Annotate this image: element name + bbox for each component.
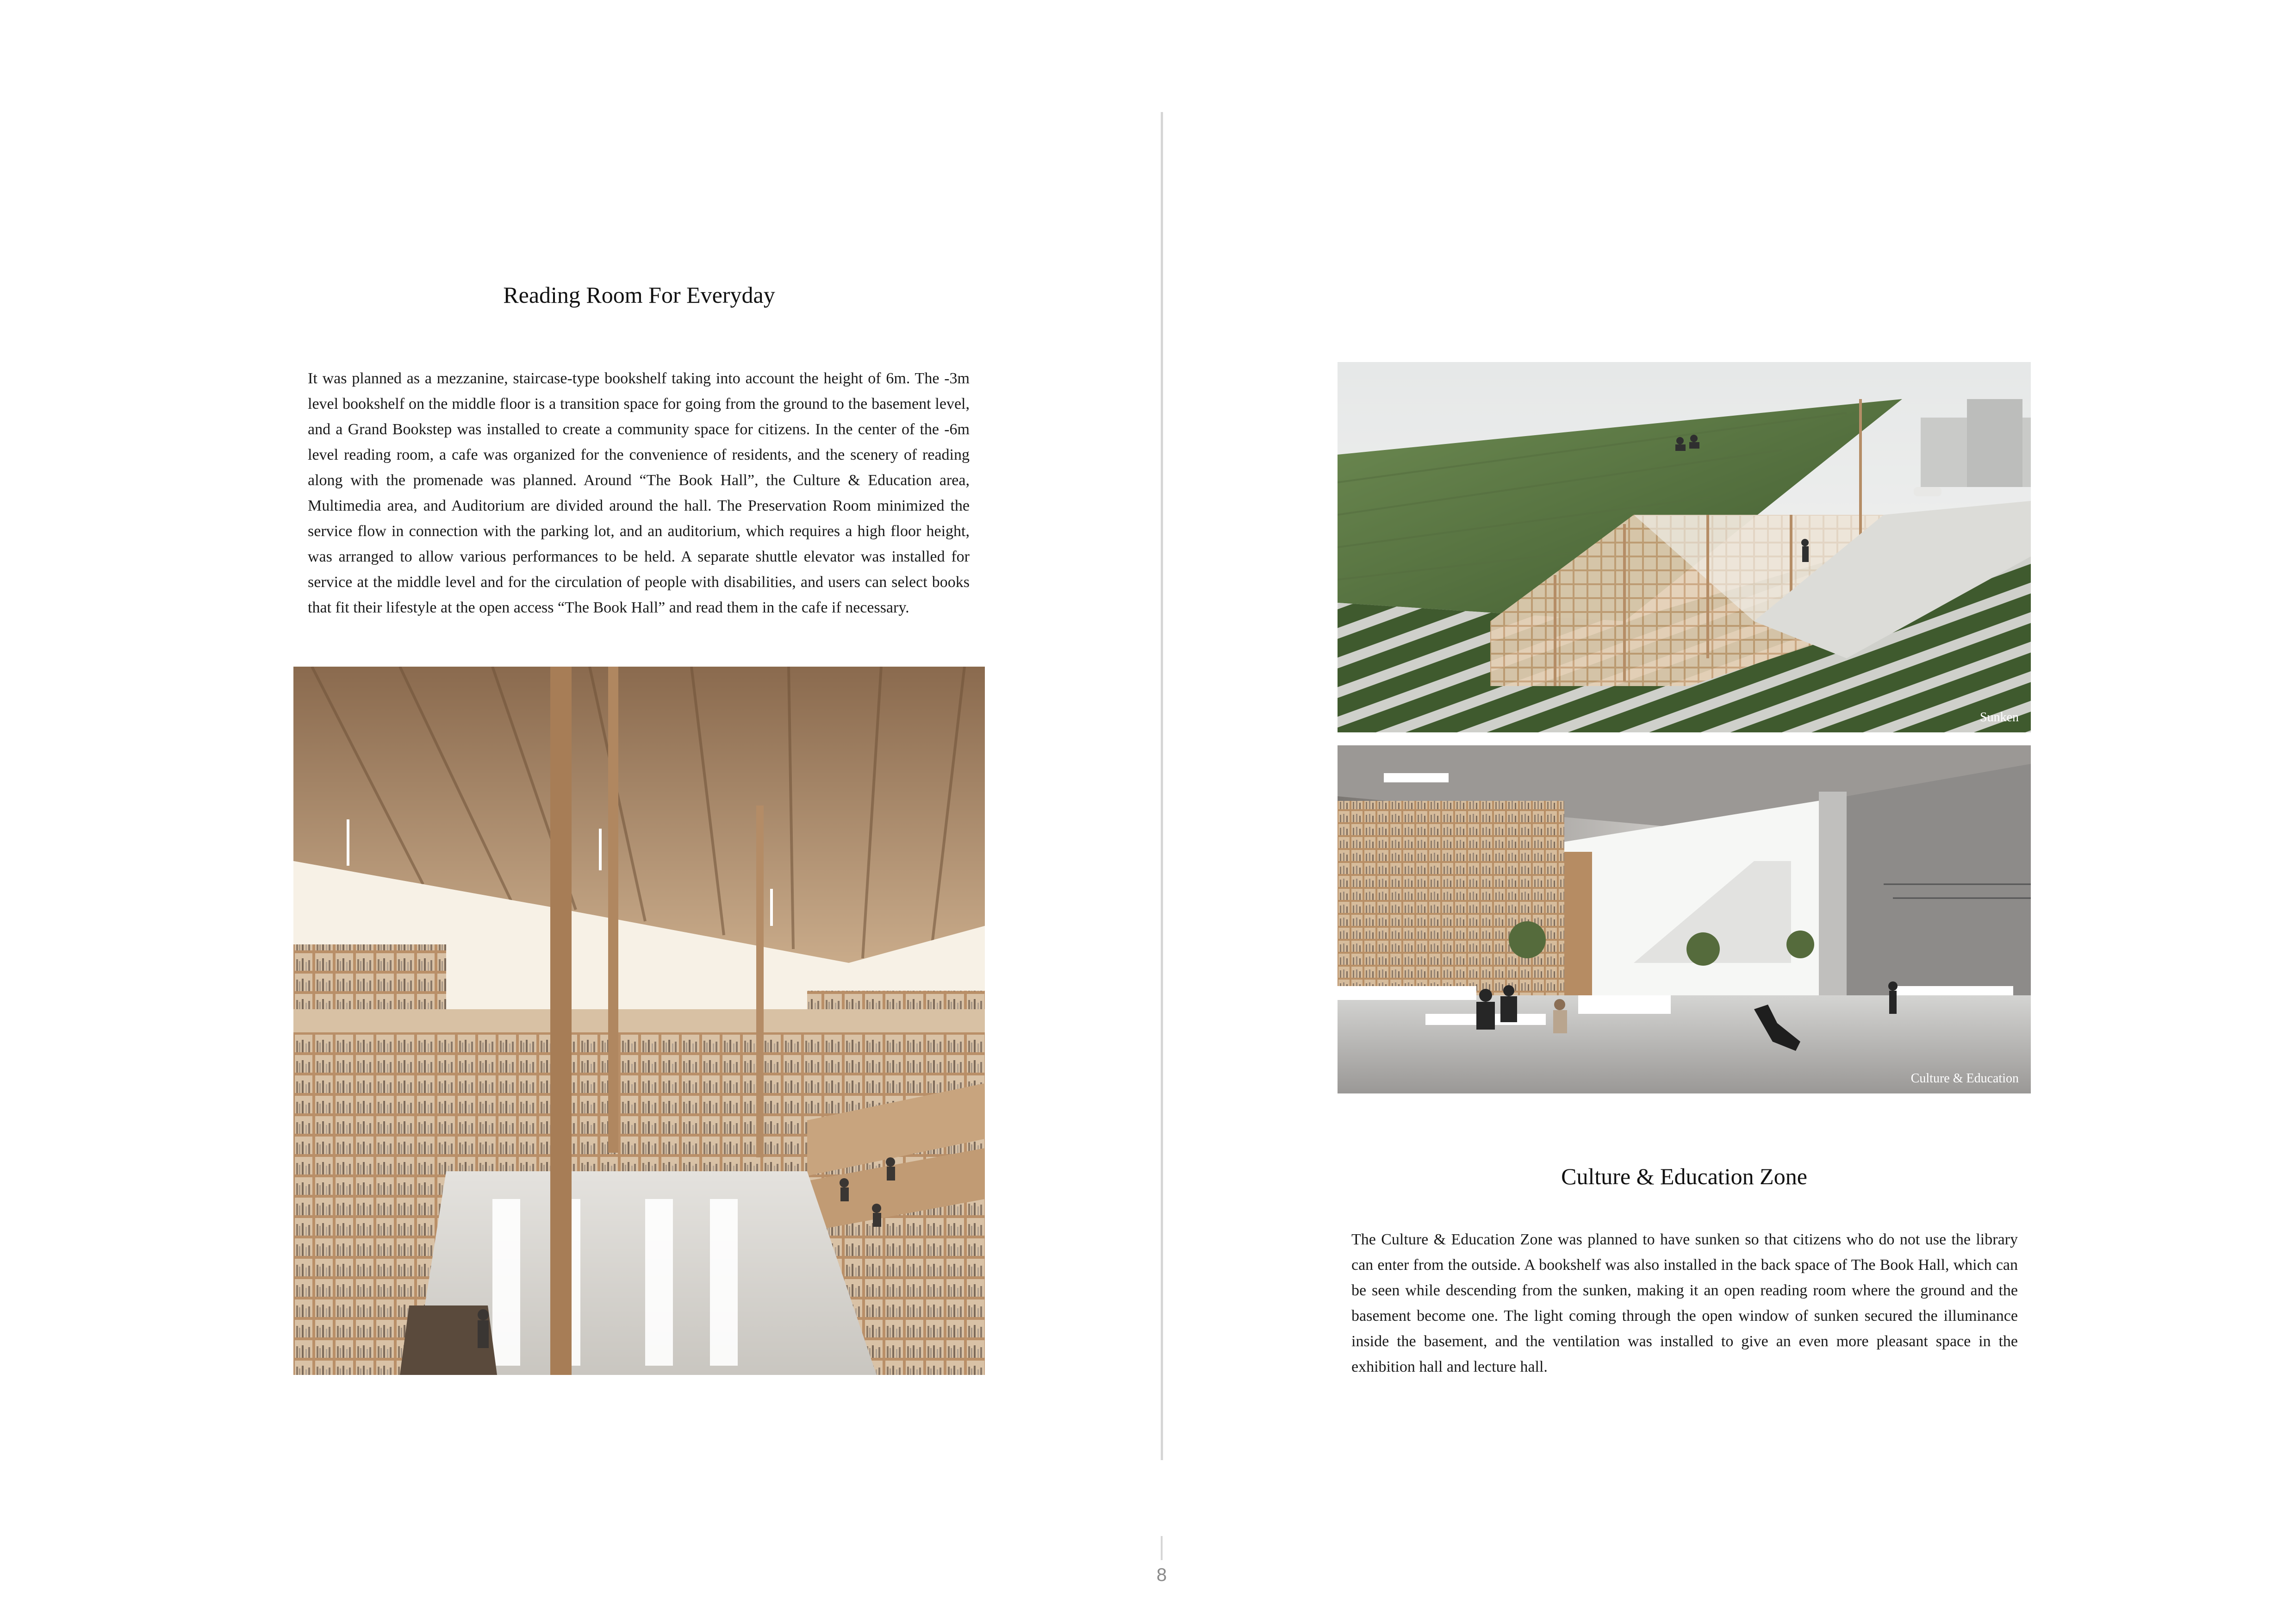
culture-education-caption: Culture & Education (1910, 1071, 2019, 1086)
page-number: 8 (1156, 1565, 1167, 1585)
footer-tick (1161, 1536, 1163, 1560)
culture-education-rendering (1338, 745, 2031, 1093)
reading-room-rendering (293, 667, 985, 1375)
culture-education-title: Culture & Education Zone (1561, 1163, 1807, 1189)
sunken-illustration (1338, 362, 2031, 732)
reading-room-description: It was planned as a mezzanine, staircase-type bookshelf taking into account the height of 6m. The -3m level bookshelf on the middle floor is a transition space for going from the ground to the basement level, and a Grand Bookstep was installed to create a community space for citizens. In the center of the -6m level reading room, a cafe was organized for the convenience of residents, and the scenery of reading along with the promenade was planned. Around “The Book Hall”, the Culture & Education area, Multimedia area, and Auditorium are divided around the hall. The Preservation Room minimized the service flow in connection with the parking lot, and an auditorium, which requires a high floor height, was arranged to allow various performances to be held. A separate shuttle elevator was installed for service at the middle level and for the circulation of people with disabilities, and users can select books that fit their lifestyle at the open access “The Book Hall” and read them in the cafe if necessary. (308, 370, 970, 616)
sunken-caption: Sunken (1980, 710, 2019, 725)
reading-room-title: Reading Room For Everyday (503, 282, 775, 308)
reading-room-illustration (293, 667, 985, 1375)
culture-education-illustration (1338, 745, 2031, 1093)
sunken-rendering (1338, 362, 2031, 732)
page-divider (1161, 112, 1163, 1460)
culture-education-description: The Culture & Education Zone was planned to have sunken so that citizens who do not use the library can enter from the outside. A bookshelf was also installed in the back space of The Book Hall, which can be seen while descending from the sunken, making it an open reading room where the ground and the basement become one. The light coming through the open window of sunken secured the illuminance inside the basement, and the ventilation was installed to give an even more pleasant space in the exhibition hall and lecture hall. (1351, 1231, 2018, 1375)
